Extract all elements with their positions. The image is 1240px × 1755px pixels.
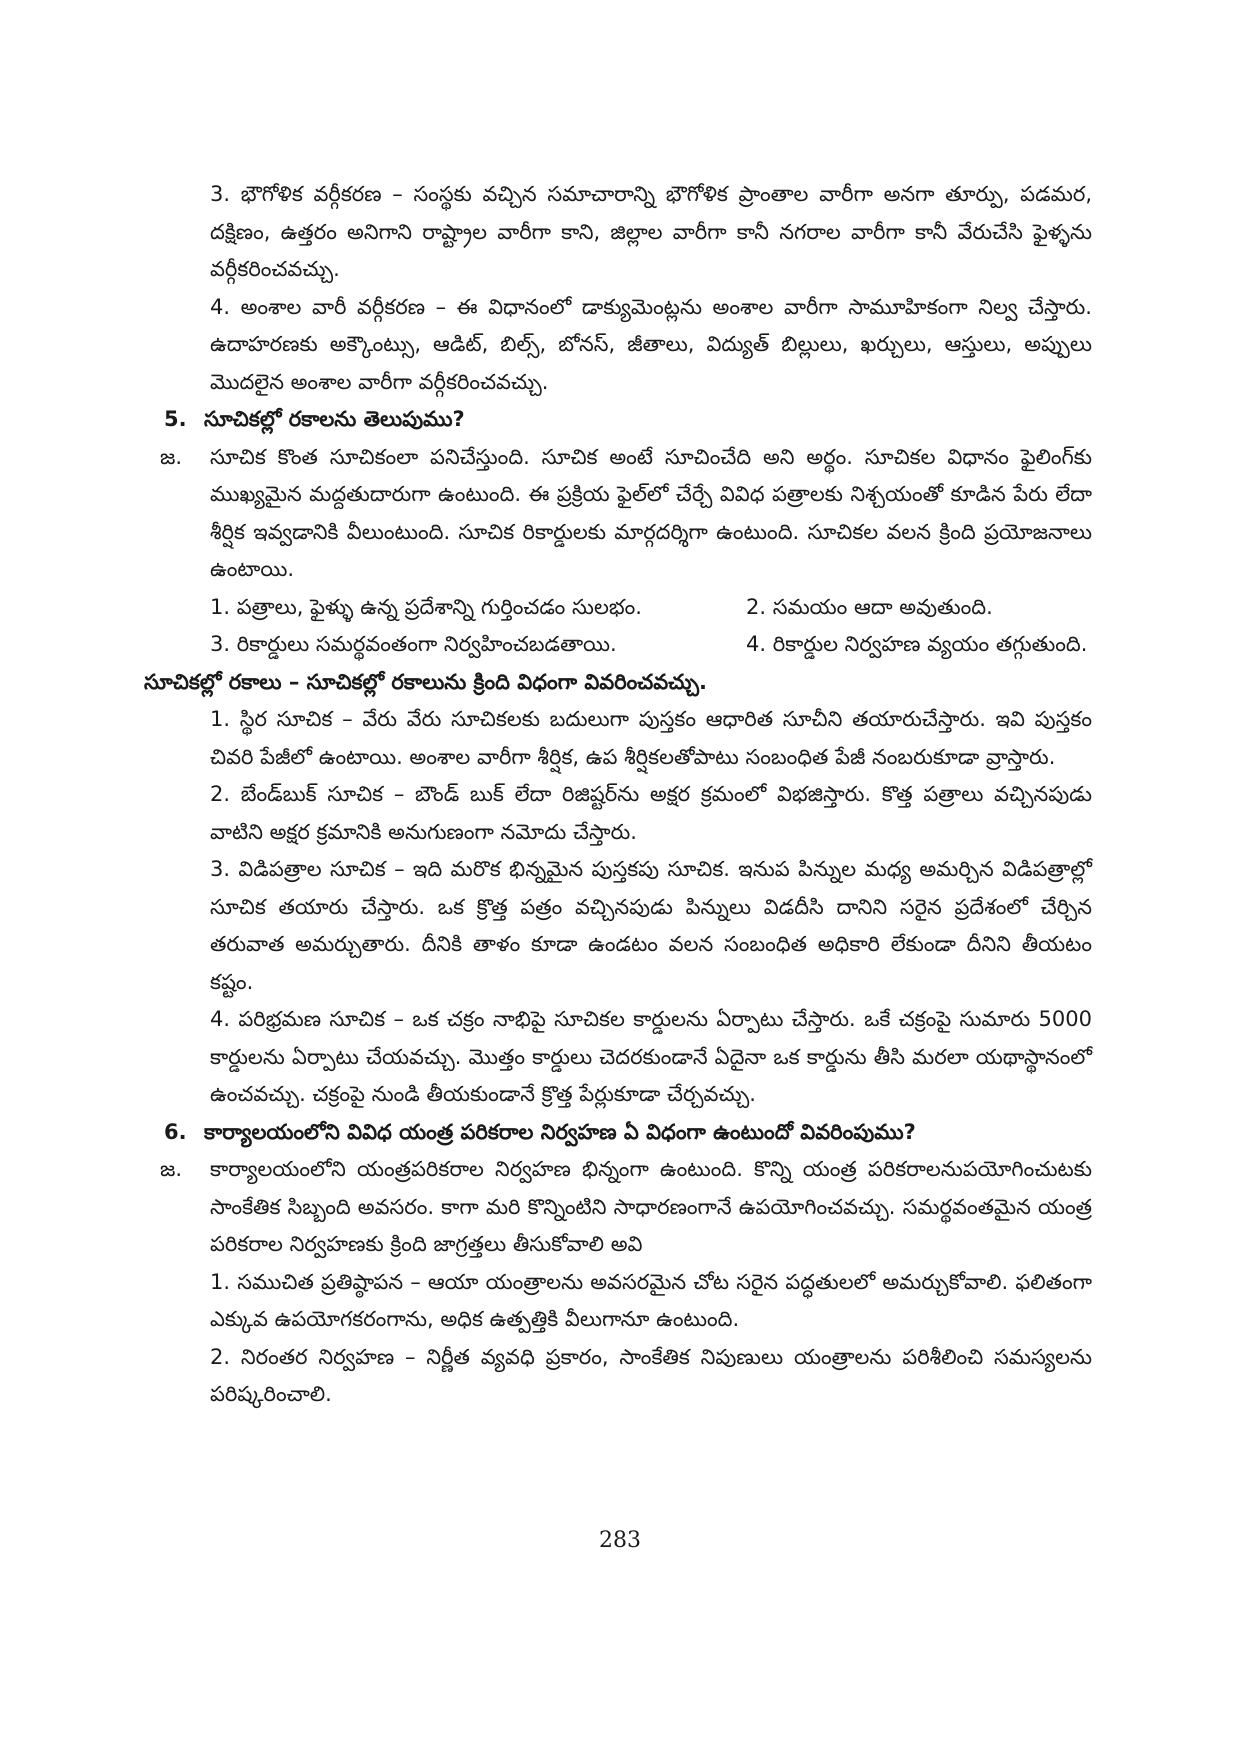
maintenance-point: 2. నిరంతర నిర్వహణ – నిర్ణీత వ్యవధి ప్రకారం, సాంకేతిక నిపుణులు యంత్రాలను పరిశీలించి సమస్యలను పరిష్కరించాలి. xyxy=(210,1344,1092,1406)
answer-6-label: జ. xyxy=(160,1157,183,1181)
answer-5-label: జ. xyxy=(160,444,183,469)
index-type-item: 1. స్థిర సూచిక – వేరు వేరు సూచికలకు బదులుగా పుస్తకం ఆధారిత సూచీని తయారుచేస్తారు. ఇవి పుస్తకం చివరి పేజీలో ఉంటాయి. అంశాల వారీగా శీర్షిక, ఉప శీర్షికలతోపాటు సంబంధిత పేజీ నంబరుకూడా వ్రాస్తారు. xyxy=(210,707,1092,769)
page-number: 283 xyxy=(599,1528,641,1553)
index-types-title: సూచికల్లో రకాలు – సూచికల్లో రకాలును క్రింది విధంగా వివరించవచ్చు. xyxy=(144,669,708,694)
benefit-item: 4. రికార్డుల నిర్వహణ వ్యయం తగ్గుతుంది. xyxy=(746,632,1088,656)
maintenance-point: 1. సముచిత ప్రతిష్ఠాపన – ఆయా యంత్రాలను అవసరమైన చోట సరైన పద్ధతులలో అమర్చుకోవాలి. ఫలితంగా ఎక్కువ ఉపయోగకరంగాను, అధిక ఉత్పత్తికి వీలుగానూ ఉంటుంది. xyxy=(210,1269,1092,1331)
index-type-item: 3. విడిపత్రాల సూచిక – ఇది మరొక భిన్నమైన పుస్తకపు సూచిక. ఇనుప పిన్నుల మధ్య అమర్చిన విడిపత్రాల్లో సూచిక తయారు చేస్తారు. ఒక క్రొత్త పత్రం వచ్చినపుడు పిన్నులు విడదీసి దానిని సరైన ప్రదేశంలో చేర్చిన తరువాత అమర్చుతారు. దీనికి తాళం కూడా ఉండటం వలన సంబంధిత అధికారి లేకుండా దీనిని తీయటం కష్టం. xyxy=(210,857,1092,994)
answer-5 xyxy=(148,439,1092,589)
benefit-item: 2. సమయం ఆదా అవుతుంది. xyxy=(746,594,993,619)
answer-6-text: కార్యాలయంలోని యంత్రపరికరాల నిర్వహణ భిన్నంగా ఉంటుంది. కొన్ని యంత్ర పరికరాలనుపయోగించుటకు సాంకేతిక సిబ్బంది అవసరం. కాగా మరి కొన్నింటిని సాధారణంగానే ఉపయోగించవచ్చు. సమర్థవంతమైన యంత్ర పరికరాల నిర్వహణకు క్రింది జాగ్రత్తలు తీసుకోవాలి అవి xyxy=(210,1157,1092,1256)
question-5-text: సూచికల్లో రకాలను తెలుపుము? xyxy=(204,407,465,431)
question-5 xyxy=(164,401,1092,439)
question-6-text: కార్యాలయంలోని వివిధ యంత్ర పరికరాల నిర్వహణ ఏ విధంగా ఉంటుందో వివరింపుము? xyxy=(204,1119,916,1144)
question-6 xyxy=(164,1114,1092,1152)
index-type-item: 4. పరిభ్రమణ సూచిక – ఒక చక్రం నాభిపై సూచికల కార్డులను ఏర్పాటు చేస్తారు. ఒకే చక్రంపై సుమారు 5000 కార్డులను ఏర్పాటు చేయవచ్చు. మొత్తం కార్డులు చెదరకుండానే ఏదైనా ఒక కార్డును తీసి మరలా యథాస్థానంలో ఉంచవచ్చు. చక్రంపై నుండి తీయకుండానే క్రొత్త పేర్లుకూడా చేర్చవచ్చు. xyxy=(210,1007,1092,1106)
benefits-row-2 xyxy=(210,626,1092,664)
benefits-row-1 xyxy=(210,589,1092,627)
benefit-item: 3. రికార్డులు సమర్థవంతంగా నిర్వహించబడతాయి. xyxy=(210,632,617,656)
question-6-number: 6. xyxy=(164,1119,187,1144)
answer-5-text: సూచిక కొంత సూచికంలా పనిచేస్తుంది. సూచిక అంటే సూచించేది అని అర్థం. సూచికల విధానం ఫైలింగ్‌కు ముఖ్యమైన మద్దతుదారుగా ఉంటుంది. ఈ ప్రక్రియ ఫైల్‌లో చేర్చే వివిధ పత్రాలకు నిశ్చయంతో కూడిన పేరు లేదా శీర్షిక ఇవ్వడానికి వీలుంటుంది. సూచిక రికార్డులకు మార్గదర్శిగా ఉంటుంది. సూచికల వలన క్రింది ప్రయోజనాలు ఉంటాయి. xyxy=(210,444,1092,581)
paragraph-subject-classification: 4. అంశాల వారీ వర్గీకరణ – ఈ విధానంలో డాక్యుమెంట్లను అంశాల వారీగా సామూహికంగా నిల్వ చేస్తారు. ఉదాహరణకు అక్కౌంట్సు, ఆడిట్, బిల్స్, బోనస్, జీతాలు, విద్యుత్ బిల్లులు, ఖర్చులు, ఆస్తులు, అప్పులు మొదలైన అంశాల వారీగా వర్గీకరించవచ్చు. xyxy=(210,294,1092,394)
paragraph-geographic-classification: 3. భౌగోళిక వర్గీకరణ – సంస్థకు వచ్చిన సమాచారాన్ని భౌగోళిక ప్రాంతాల వారీగా అనగా తూర్పు, పడమర, దక్షిణం, ఉత్తరం అనిగాని రాష్ట్రాల వారీగా కాని, జిల్లాల వారీగా కానీ నగరాల వారీగా కానీ వేరుచేసి ఫైళ్ళను వర్గీకరించవచ్చు. xyxy=(210,182,1092,281)
benefit-item: 1. పత్రాలు, ఫైళ్ళు ఉన్న ప్రదేశాన్ని గుర్తించడం సులభం. xyxy=(210,594,642,619)
answer-6 xyxy=(148,1151,1092,1264)
page-content xyxy=(144,176,1092,1414)
question-5-number: 5. xyxy=(164,407,187,431)
index-type-item: 2. బేండ్‌బుక్ సూచిక – బౌండ్ బుక్ లేదా రిజిష్టర్‌ను అక్షర క్రమంలో విభజిస్తారు. కొత్త పత్రాలు వచ్చినపుడు వాటిని అక్షర క్రమానికి అనుగుణంగా నమోదు చేస్తారు. xyxy=(210,782,1092,844)
